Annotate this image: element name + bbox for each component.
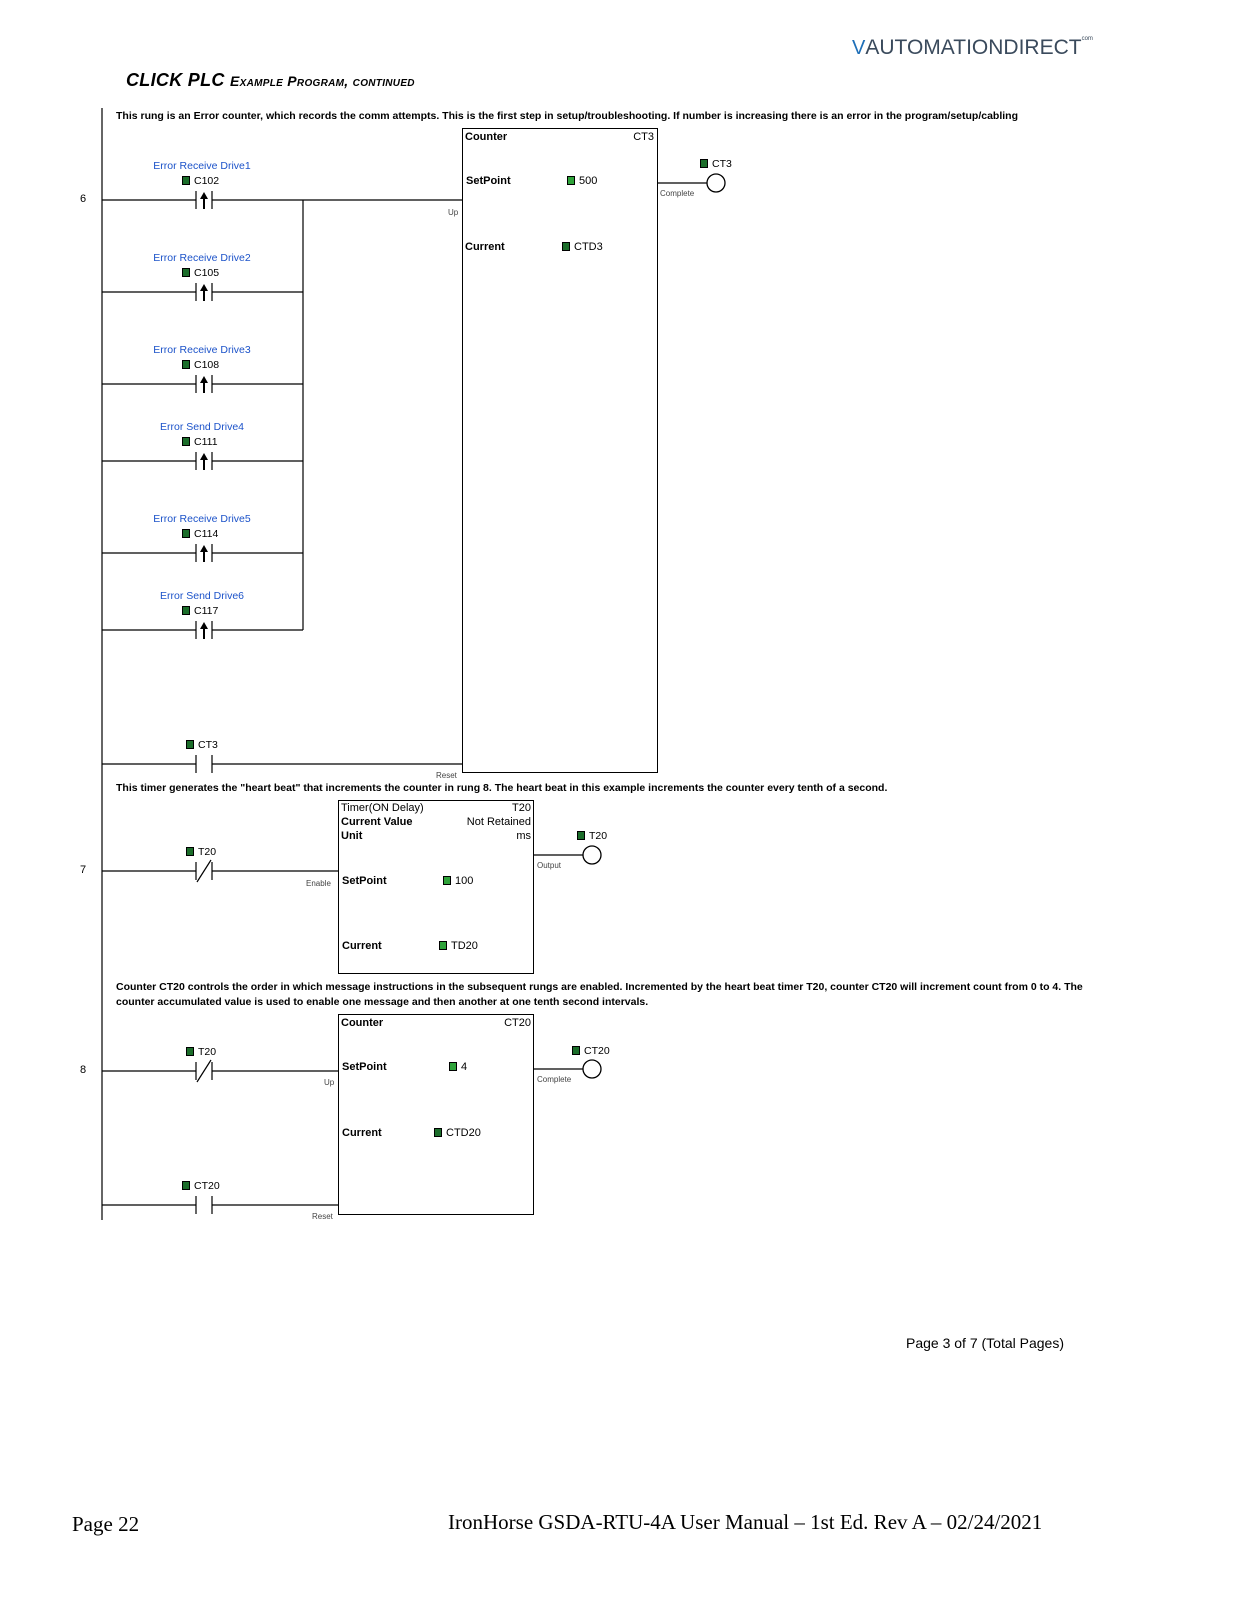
- constant-icon: [443, 876, 451, 885]
- current-label: Current: [342, 1127, 382, 1139]
- timer-box-t20: [338, 800, 534, 974]
- memory-icon: [182, 176, 190, 185]
- rung6-comment: This rung is an Error counter, which records the comm attempts. This is the first step in setup/troubleshooting. If number is increasing there is an error in the program/setup/cabling: [116, 110, 1018, 122]
- contact-nickname: Error Receive Drive2: [153, 252, 251, 264]
- unit-label: Unit: [341, 830, 363, 842]
- memory-icon: [186, 1047, 194, 1056]
- reset-contact-address: CT20: [182, 1180, 220, 1192]
- memory-icon: [182, 268, 190, 277]
- reset-label: Reset: [312, 1212, 333, 1221]
- counter-id: CT20: [504, 1017, 531, 1029]
- coil-ct20-icon: [583, 1060, 601, 1078]
- current-value: CTD20: [434, 1127, 481, 1139]
- contact-address: C111: [182, 436, 218, 448]
- constant-icon: [567, 176, 575, 185]
- coil-address: CT20: [572, 1045, 610, 1057]
- counter-title: Counter: [465, 131, 508, 143]
- counter-title: Counter: [341, 1017, 384, 1029]
- contact-address: T20: [186, 1046, 216, 1058]
- page-count: Page 3 of 7 (Total Pages): [906, 1335, 1064, 1351]
- memory-icon: [182, 437, 190, 446]
- coil-ct3-icon: [707, 174, 725, 192]
- memory-icon: [186, 847, 194, 856]
- memory-icon: [186, 740, 194, 749]
- contact-nickname: Error Receive Drive1: [153, 160, 251, 172]
- section-title-main: CLICK PLC: [126, 70, 230, 90]
- coil-address: CT3: [700, 158, 732, 170]
- memory-icon: [182, 360, 190, 369]
- setpoint-value: 500: [567, 175, 597, 187]
- contact-address: T20: [186, 846, 216, 858]
- contact-nickname: Error Receive Drive3: [153, 344, 251, 356]
- rung7-number: 7: [80, 864, 87, 876]
- current-label: Current: [465, 241, 505, 253]
- complete-label: Complete: [660, 189, 695, 198]
- memory-icon: [562, 242, 570, 251]
- memory-icon: [572, 1046, 580, 1055]
- memory-icon: [182, 606, 190, 615]
- contact-nickname: Error Send Drive6: [159, 590, 245, 602]
- current-value-label: Current Value: [341, 816, 413, 828]
- contact-address: C114: [182, 528, 218, 540]
- memory-icon: [434, 1128, 442, 1137]
- rung6-number: 6: [80, 193, 87, 205]
- counter-id: CT3: [633, 131, 654, 143]
- section-title-rest: Example Program, continued: [230, 73, 415, 89]
- constant-icon: [449, 1062, 457, 1071]
- contact-address: C117: [182, 605, 218, 617]
- setpoint-value: 100: [443, 875, 473, 887]
- logo-text: AUTOMATIONDIRECT: [865, 36, 1082, 59]
- rising-edge-icon: [200, 545, 208, 562]
- setpoint-label: SetPoint: [466, 175, 511, 187]
- logo-suffix: com: [1081, 36, 1093, 42]
- enable-label: Enable: [306, 879, 331, 888]
- rising-edge-icon: [200, 453, 208, 470]
- setpoint-value: 4: [449, 1061, 467, 1073]
- setpoint-label: SetPoint: [342, 1061, 387, 1073]
- counter-box-ct3: [462, 128, 658, 773]
- timer-id: T20: [512, 802, 531, 814]
- memory-icon: [182, 1181, 190, 1190]
- coil-address: T20: [577, 830, 607, 842]
- up-label: Up: [324, 1078, 335, 1087]
- memory-icon: [182, 529, 190, 538]
- unit-value: ms: [516, 830, 531, 842]
- timer-title: Timer(ON Delay): [341, 802, 424, 814]
- up-label: Up: [448, 208, 459, 217]
- current-value: CTD3: [562, 241, 603, 253]
- rising-edge-icon: [200, 284, 208, 301]
- rising-edge-icon: [200, 376, 208, 393]
- complete-label: Complete: [537, 1075, 572, 1084]
- reset-label: Reset: [436, 771, 457, 780]
- rung7-comment: This timer generates the "heart beat" that increments the counter in rung 8. The heart beat in this example increments the counter every tenth of a second.: [116, 782, 888, 794]
- memory-icon: [700, 159, 708, 168]
- current-value: TD20: [439, 940, 478, 952]
- contact-address: C105: [182, 267, 219, 279]
- contact-nickname: Error Receive Drive5: [153, 513, 251, 525]
- reset-contact-address: CT3: [186, 739, 218, 751]
- rung8-number: 8: [80, 1064, 87, 1076]
- current-value-setting: Not Retained: [466, 816, 531, 828]
- footer-manual-title: IronHorse GSDA-RTU-4A User Manual – 1st Ed. Rev A – 02/24/2021: [448, 1510, 1043, 1534]
- rising-edge-icon: [200, 622, 208, 639]
- register-icon: [439, 941, 447, 950]
- contact-nickname: Error Send Drive4: [159, 421, 245, 433]
- output-label: Output: [537, 861, 562, 870]
- contact-address: C108: [182, 359, 219, 371]
- counter-box-ct20: [338, 1014, 534, 1215]
- rising-edge-icon: [200, 192, 208, 209]
- footer-page-number: Page 22: [72, 1512, 140, 1536]
- coil-t20-icon: [583, 846, 601, 864]
- current-label: Current: [342, 940, 382, 952]
- rung8-comment: Counter CT20 controls the order in which message instructions in the subsequent rungs are enabled. Incremented by the heart beat timer T20, counter CT20 will increment count from 0 to 4. The counter accumulated value is used to enable one message and then another at one tenth second intervals.: [116, 981, 1083, 1008]
- contact-address: C102: [182, 175, 219, 187]
- memory-icon: [577, 831, 585, 840]
- logo-v-icon: V: [852, 37, 866, 59]
- setpoint-label: SetPoint: [342, 875, 387, 887]
